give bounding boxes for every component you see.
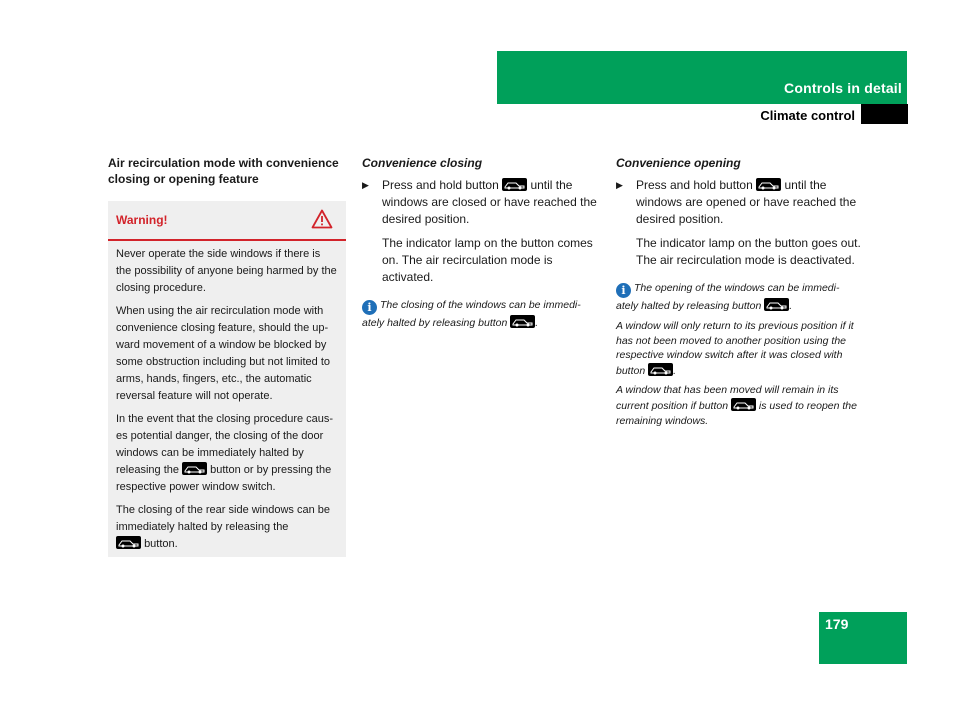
header-band <box>497 51 907 104</box>
section-heading: Convenience opening <box>616 156 741 170</box>
bullet-arrow-icon: ▶ <box>362 180 369 190</box>
section-heading: Convenience closing <box>362 156 483 170</box>
column-middle <box>362 155 602 331</box>
warning-label: Warning! <box>116 213 168 227</box>
info-icon: i <box>362 300 377 315</box>
warning-triangle-icon <box>311 209 333 234</box>
result-paragraph: The indicator lamp on the button comes on. The air recirculation mode is activated. <box>382 236 593 284</box>
info-note: i The closing of the windows can be immedi-ately halted by releasing button . <box>362 299 581 329</box>
instruction-step: ▶ Press and hold button until the windows are opened or have reached the desired position. <box>616 178 857 226</box>
recirculation-button-icon <box>648 363 673 376</box>
section-heading: Air recirculation mode with convenience closing or opening feature <box>108 156 339 186</box>
warning-paragraph: In the event that the closing procedure caus-es potential danger, the closing of the door windows can be immediately halted by releasing the button or by pressing the respective power window switch. <box>116 413 334 493</box>
recirculation-button-icon <box>182 462 207 475</box>
recirculation-button-icon <box>756 178 781 191</box>
warning-paragraph: When using the air recirculation mode with convenience closing feature, should the up-ward movement of a window be blocked by some obstruction including but not limited to arms, hands, fingers, etc., the automatic reversal feature will not operate. <box>116 305 331 402</box>
section-tab-marker <box>861 104 908 124</box>
note-paragraph: A window will only return to its previous position if it has not been moved to another position using the respective window switch after it was closed with button . <box>616 320 854 377</box>
warning-header <box>108 201 346 241</box>
column-right <box>616 155 861 428</box>
recirculation-button-icon <box>764 298 789 311</box>
recirculation-button-icon <box>116 536 141 549</box>
section-title: Climate control <box>760 108 855 123</box>
recirculation-button-icon <box>502 178 527 191</box>
bullet-arrow-icon: ▶ <box>616 180 623 190</box>
warning-paragraph: The closing of the rear side windows can be immediately halted by releasing the button. <box>116 504 331 550</box>
column-left <box>108 155 346 557</box>
result-paragraph: The indicator lamp on the button goes out. The air recirculation mode is deactivated. <box>636 236 861 267</box>
chapter-title: Controls in detail <box>784 80 902 96</box>
recirculation-button-icon <box>731 398 756 411</box>
info-note: i The opening of the windows can be immedi-ately halted by releasing button . <box>616 282 840 312</box>
warning-box <box>108 201 346 557</box>
warning-paragraph: Never operate the side windows if there is the possibility of anyone being harmed by the closing procedure. <box>116 248 337 294</box>
recirculation-button-icon <box>510 315 535 328</box>
info-icon: i <box>616 283 631 298</box>
page-number: 179 <box>825 616 849 632</box>
note-paragraph: A window that has been moved will remain in its current position if button is used to reopen the remaining windows. <box>616 384 857 427</box>
instruction-step: ▶ Press and hold button until the windows are closed or have reached the desired position. <box>362 178 597 226</box>
